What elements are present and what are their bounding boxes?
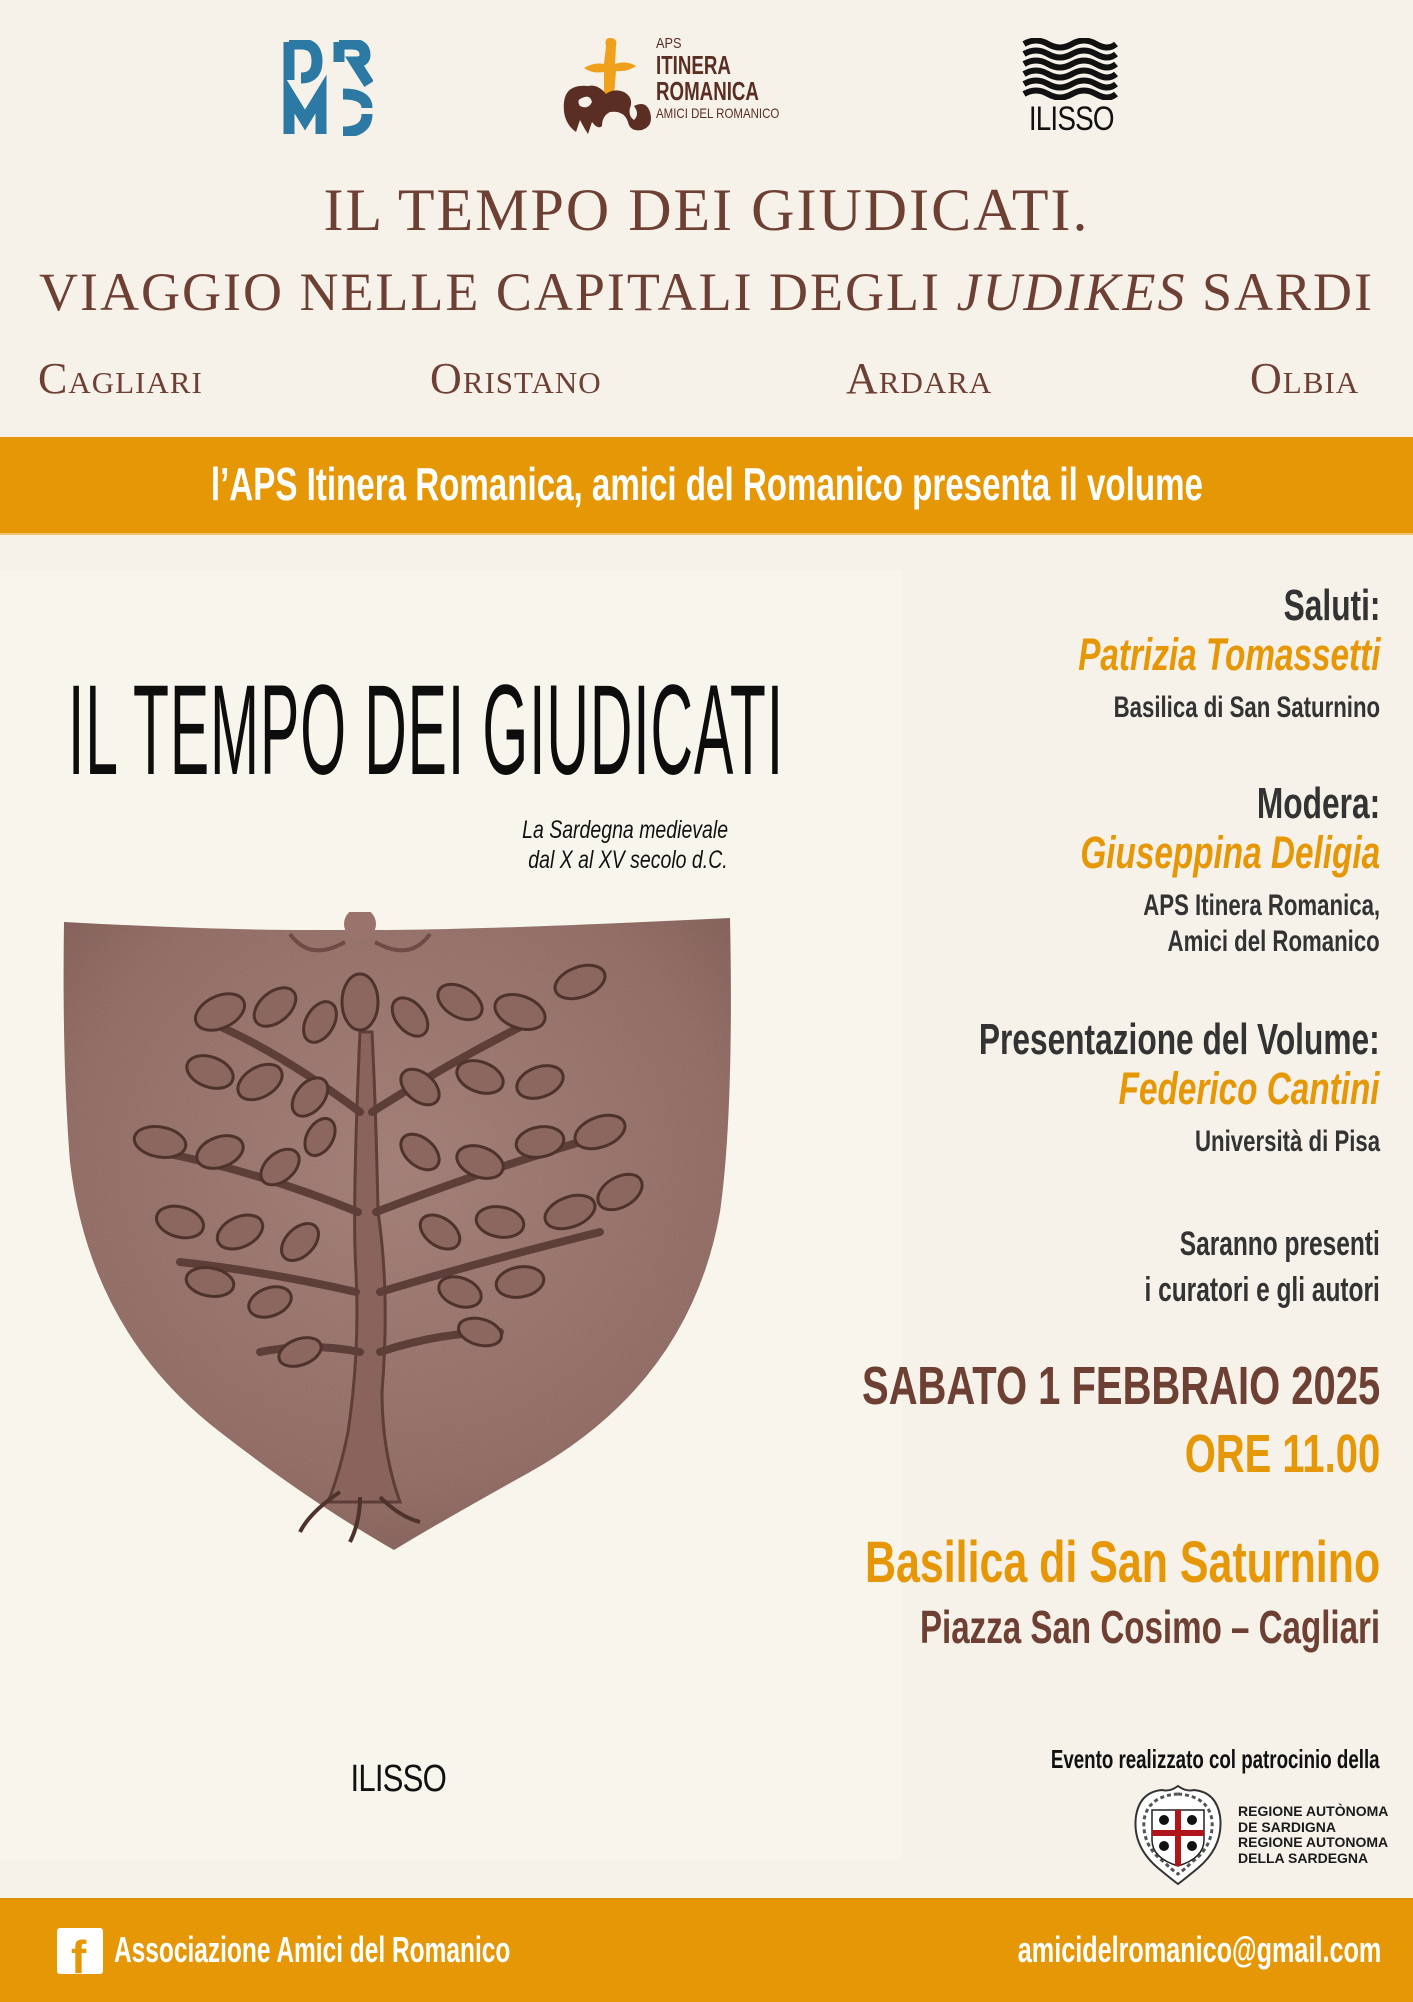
sardinia-coat-of-arms-icon xyxy=(1128,1782,1228,1886)
headline-line2-prefix: VIAGGIO NELLE CAPITALI DEGLI xyxy=(39,262,957,322)
modera-speaker-name: Giuseppina Deligia xyxy=(1080,827,1380,878)
itinera-line2: ROMANICA xyxy=(656,76,759,106)
book-title-text: IL TEMPO DEI GIUDICATI xyxy=(68,659,784,802)
waves-icon xyxy=(1020,38,1118,100)
regione-sardegna-wordmark: REGIONE AUTÒNOMA DE SARDIGNA REGIONE AUTONOMA DELLA SARDEGNA xyxy=(1238,1803,1389,1866)
presentazione-label: Presentazione del Volume: xyxy=(979,1015,1380,1064)
footer-bar xyxy=(0,1898,1413,2002)
patronage-label: Evento realizzato col patrocinio della xyxy=(1051,1744,1380,1774)
contact-email-link[interactable]: amicidelromanico@gmail.com xyxy=(1017,1929,1381,1970)
city-oristano: Oristano xyxy=(430,354,602,403)
itinera-line1: ITINERA xyxy=(656,50,731,80)
ilisso-logo xyxy=(1020,38,1118,136)
banner-text: l’APS Itinera Romanica, amici del Romanico presenta il volume xyxy=(210,458,1203,510)
book-subtitle-line1: La Sardegna medievale xyxy=(522,816,728,844)
modera-affiliation-line2: Amici del Romanico xyxy=(1167,925,1380,958)
event-address: Piazza San Cosimo – Cagliari xyxy=(919,1601,1380,1653)
event-time: ORE 11.00 xyxy=(1184,1424,1380,1484)
drms-logo-icon xyxy=(283,40,373,136)
event-venue: Basilica di San Saturnino xyxy=(864,1530,1380,1595)
itinera-prefix: APS xyxy=(656,35,682,52)
presentazione-affiliation: Università di Pisa xyxy=(1194,1125,1380,1158)
city-olbia: Olbia xyxy=(1250,354,1360,403)
itinera-romanica-logo xyxy=(558,36,828,136)
facebook-page-link[interactable]: Associazione Amici del Romanico xyxy=(114,1929,511,1970)
presentation-banner xyxy=(0,437,1413,535)
tree-shield-icon xyxy=(60,912,738,1552)
headline-line2-italic: JUDIKES xyxy=(956,262,1187,322)
presence-note-line1: Saranno presenti xyxy=(1180,1225,1380,1263)
itinera-line3: AMICI DEL ROMANICO xyxy=(656,105,780,121)
itinera-romanica-wordmark xyxy=(656,36,806,122)
city-cagliari: Cagliari xyxy=(38,354,203,403)
headline-line1: IL TEMPO DEI GIUDICATI. xyxy=(323,177,1090,243)
book-subtitle-line2: dal X al XV secolo d.C. xyxy=(528,846,728,874)
presentazione-speaker-name: Federico Cantini xyxy=(1119,1063,1380,1114)
saluti-affiliation: Basilica di San Saturnino xyxy=(1113,691,1380,724)
cover-publisher-text: ILISSO xyxy=(350,1758,447,1800)
facebook-icon[interactable]: f xyxy=(57,1928,103,1974)
headline-line2 xyxy=(0,262,1413,322)
modera-label: Modera: xyxy=(1256,779,1380,828)
book-subtitle xyxy=(420,815,728,875)
modera-affiliation-line1: APS Itinera Romanica, xyxy=(1143,889,1380,922)
headline-line2-suffix: SARDI xyxy=(1186,262,1374,322)
saluti-label: Saluti: xyxy=(1283,581,1380,630)
drms-logo xyxy=(283,40,373,136)
regione-sardegna-logo xyxy=(1128,1782,1388,1892)
ilisso-wordmark: ILISSO xyxy=(1028,100,1114,138)
cover-publisher-logo xyxy=(340,1760,450,1798)
itinera-cross-scroll-icon xyxy=(558,36,654,136)
city-ardara: Ardara xyxy=(846,354,993,403)
saluti-speaker-name: Patrizia Tomassetti xyxy=(1077,629,1380,680)
event-date: SABATO 1 FEBBRAIO 2025 xyxy=(861,1356,1380,1416)
presence-note-line2: i curatori e gli autori xyxy=(1144,1271,1380,1309)
carved-shield-image xyxy=(60,912,738,1552)
book-title xyxy=(68,659,784,802)
